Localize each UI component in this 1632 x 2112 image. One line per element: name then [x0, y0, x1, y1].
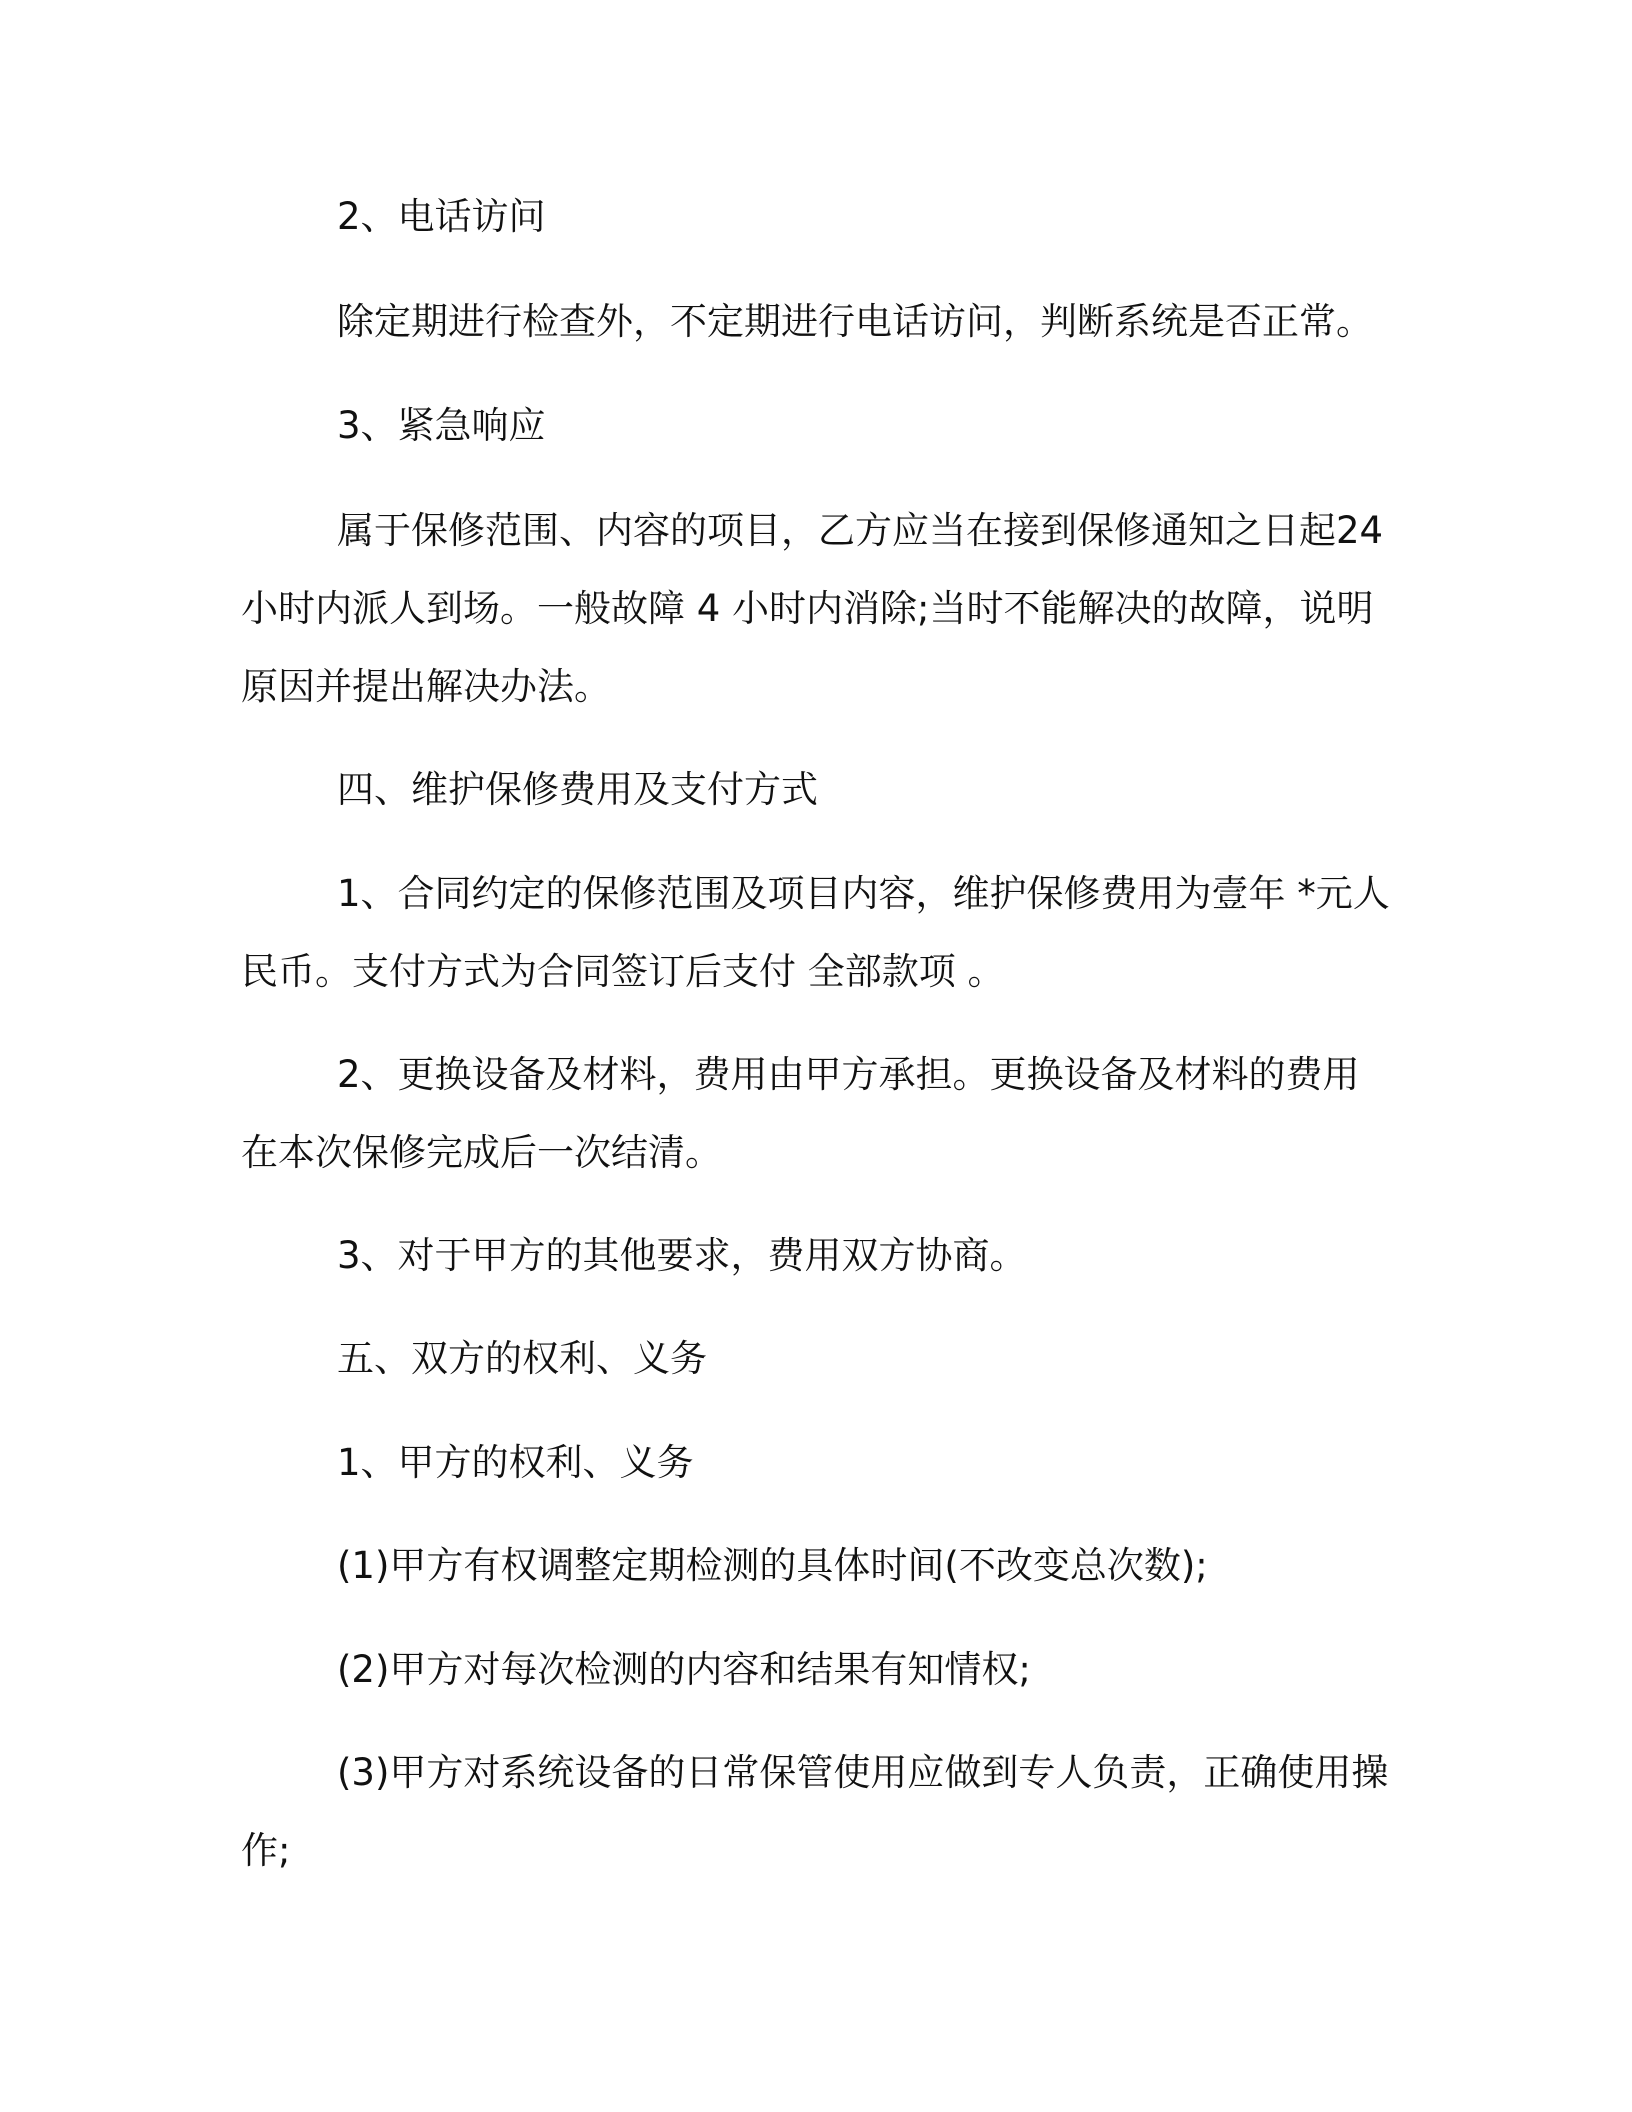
list-item-1: (1)甲方有权调整定期检测的具体时间(不改变总次数);	[337, 1544, 1208, 1587]
paragraph-fees-1: 1、合同约定的保修范围及项目内容，维护保修费用为壹年 *元人民币。支付方式为合同签订后支付 全部款项 。	[241, 872, 1390, 993]
list-item-2: (2)甲方对每次检测的内容和结果有知情权;	[337, 1648, 1031, 1691]
section-heading-fees: 四、维护保修费用及支付方式	[337, 768, 818, 811]
paragraph-emergency-response: 属于保修范围、内容的项目，乙方应当在接到保修通知之日起24 小时内派人到场。一般故障 4 小时内消除;当时不能解决的故障，说明原因并提出解决办法。	[241, 509, 1384, 708]
paragraph-fees-3: 3、对于甲方的其他要求，费用双方协商。	[337, 1234, 1027, 1277]
paragraph-phone-visit: 除定期进行检查外，不定期进行电话访问，判断系统是否正常。	[337, 300, 1373, 343]
subheading-party-a-rights: 1、甲方的权利、义务	[337, 1441, 694, 1484]
subheading-phone-visit: 2、电话访问	[337, 195, 546, 238]
list-item-3: (3)甲方对系统设备的日常保管使用应做到专人负责，正确使用操作;	[241, 1751, 1389, 1872]
subheading-emergency-response: 3、紧急响应	[337, 404, 546, 447]
paragraph-fees-2: 2、更换设备及材料，费用由甲方承担。更换设备及材料的费用在本次保修完成后一次结清。	[241, 1053, 1360, 1174]
section-heading-rights: 五、双方的权利、义务	[337, 1337, 707, 1380]
